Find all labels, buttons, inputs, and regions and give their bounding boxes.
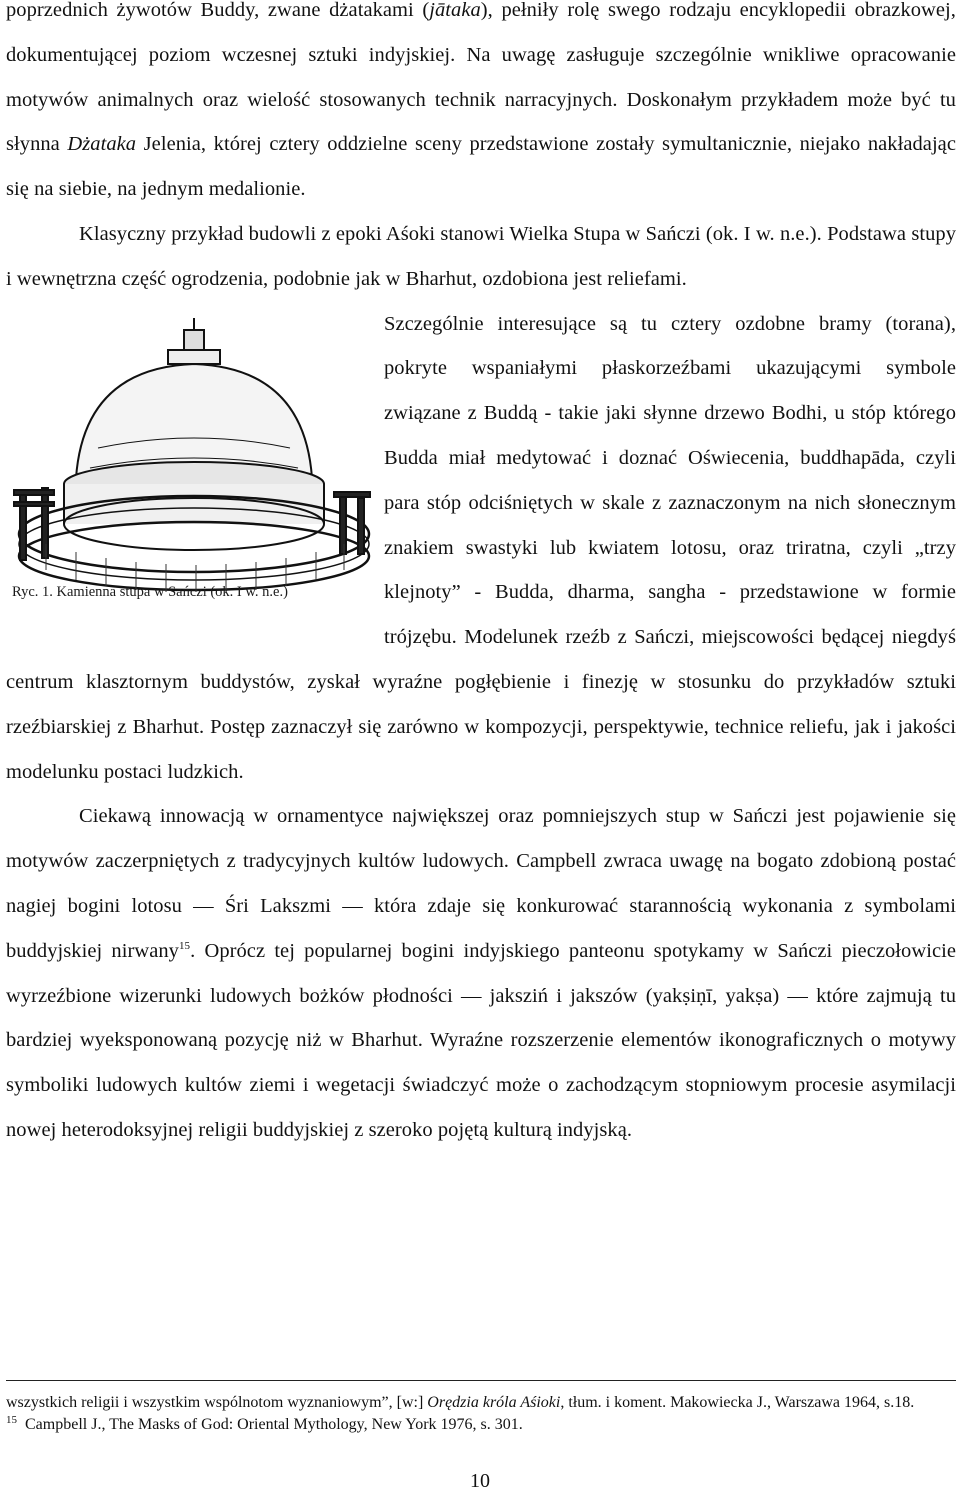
footnote-14	[6, 1392, 956, 1414]
italic-term: Dżataka	[67, 133, 137, 156]
footnote-number: 15	[6, 1413, 17, 1426]
italic-title: Orędzia króla Aśioki	[427, 1394, 561, 1411]
footnote-divider	[6, 1380, 956, 1381]
paragraph-sanchi-head: Klasyczny przykład budowli z epoki Aśoki stanowi Wielka Stupa w Sańczi (ok. I w. n.e.). Podstawa stupy i wewnętrzna część ogrodzenia, podobnie jak w Bharhut, ozdobiona jest reliefami.	[6, 222, 956, 290]
stupa-figure	[6, 308, 378, 623]
paragraph-lakshmi	[6, 794, 956, 1152]
text-run: , tłum. i koment. Makowiecka J., Warszawa 1964, s.18.	[560, 1394, 915, 1411]
document-page	[6, 0, 956, 1153]
italic-term: jātaka	[429, 0, 481, 21]
footnote-ref[interactable]: 15	[178, 939, 191, 952]
text-run: . Oprócz tej popularnej bogini indyjskiego panteonu spotykamy w Sańczi pieczołowicie wyrzeźbione wizerunki ludowych bożków płodności — jaksziń i jakszów (yakṣiṇī, yakṣa) — które zajmują tu bardziej wyeksponowaną pozycję niż w Bharhut. Wyraźne rozszerzenie elementów ikonograficznych o motywy symboliki ludowych kultów ziemi i wegetacji świadczyć może o zachodzącym stopniowym procesie asymilacji nowej heterodoksyjnej religii buddyjskiej z szeroko pojętą kulturą indyjską.	[6, 939, 956, 1141]
text-run: poprzednich żywotów Buddy, zwane dżatakami (	[6, 0, 430, 21]
stupa-illustration	[6, 308, 378, 623]
footnotes	[6, 1392, 956, 1436]
text-run: ), pełniły rolę swego rodzaju encyklopedii obrazkowej, dokumentującej poziom wczesnej sztuki indyjskiej. Na uwagę zasługuje szczególnie wnikliwe opracowanie motywów animalnych oraz wielość stosowanych technik narracyjnych. Doskonałym przykładem może być tu słynna	[6, 0, 956, 156]
text-run: Campbell J., The Masks of God: Oriental Mythology, New York 1976, s. 301.	[25, 1416, 523, 1433]
figure-caption: Ryc. 1. Kamienna stupa w Sańczi (ok. I w. n.e.)	[12, 583, 288, 600]
page-number: 10	[470, 1470, 490, 1492]
paragraph-jataka	[6, 0, 956, 212]
paragraph-sanchi-tail: Szczególnie interesujące są tu cztery ozdobne bramy (torana), pokryte wspaniałymi płaskorzeźbami ukazującymi symbole związane z Buddą - takie jaki słynne drzewo Bodhi, u stóp którego Budda miał medytować i doznać Oświecenia, buddhapāda, czyli para stóp odciśniętych w skale z zaznaczonym na nich słonecznym znakiem swastyki lub kwiatem lotosu, oraz triratna, czyli „trzy klejnoty” - Budda, dharma, sangha - przedstawione w formie trójzębu. Modelunek rzeźb z Sańczi, miejscowości będącej niegdyś centrum klasztornym buddystów, zyskał wyraźne pogłębienie i finezję w stosunku do przykładów sztuki rzeźbiarskiej z Bharhut. Postęp zaznaczył się zarówno w kompozycji, perspektywie, technice reliefu, jak i jakości modelunku postaci ludzkich.	[6, 312, 956, 783]
footnote-15	[6, 1414, 956, 1436]
text-run: Jelenia, której cztery oddzielne sceny przedstawione zostały symultanicznie, niejako nakładając się na siebie, na jednym medalionie.	[6, 133, 956, 201]
text-run: wszystkich religii i wszystkim wspólnotom wyznaniowym”, [w:]	[6, 1394, 428, 1411]
text-run: Ciekawą innowacją w ornamentyce największej oraz pomniejszych stup w Sańczi jest pojawienie się motywów zaczerpniętych z tradycyjnych kultów ludowych. Campbell zwraca uwagę na bogato zdobioną postać nagiej bogini lotosu — Śri Lakszmi — która zdaje się konkurować starannością wykonania z symbolami buddyjskiej nirwany	[6, 805, 956, 962]
